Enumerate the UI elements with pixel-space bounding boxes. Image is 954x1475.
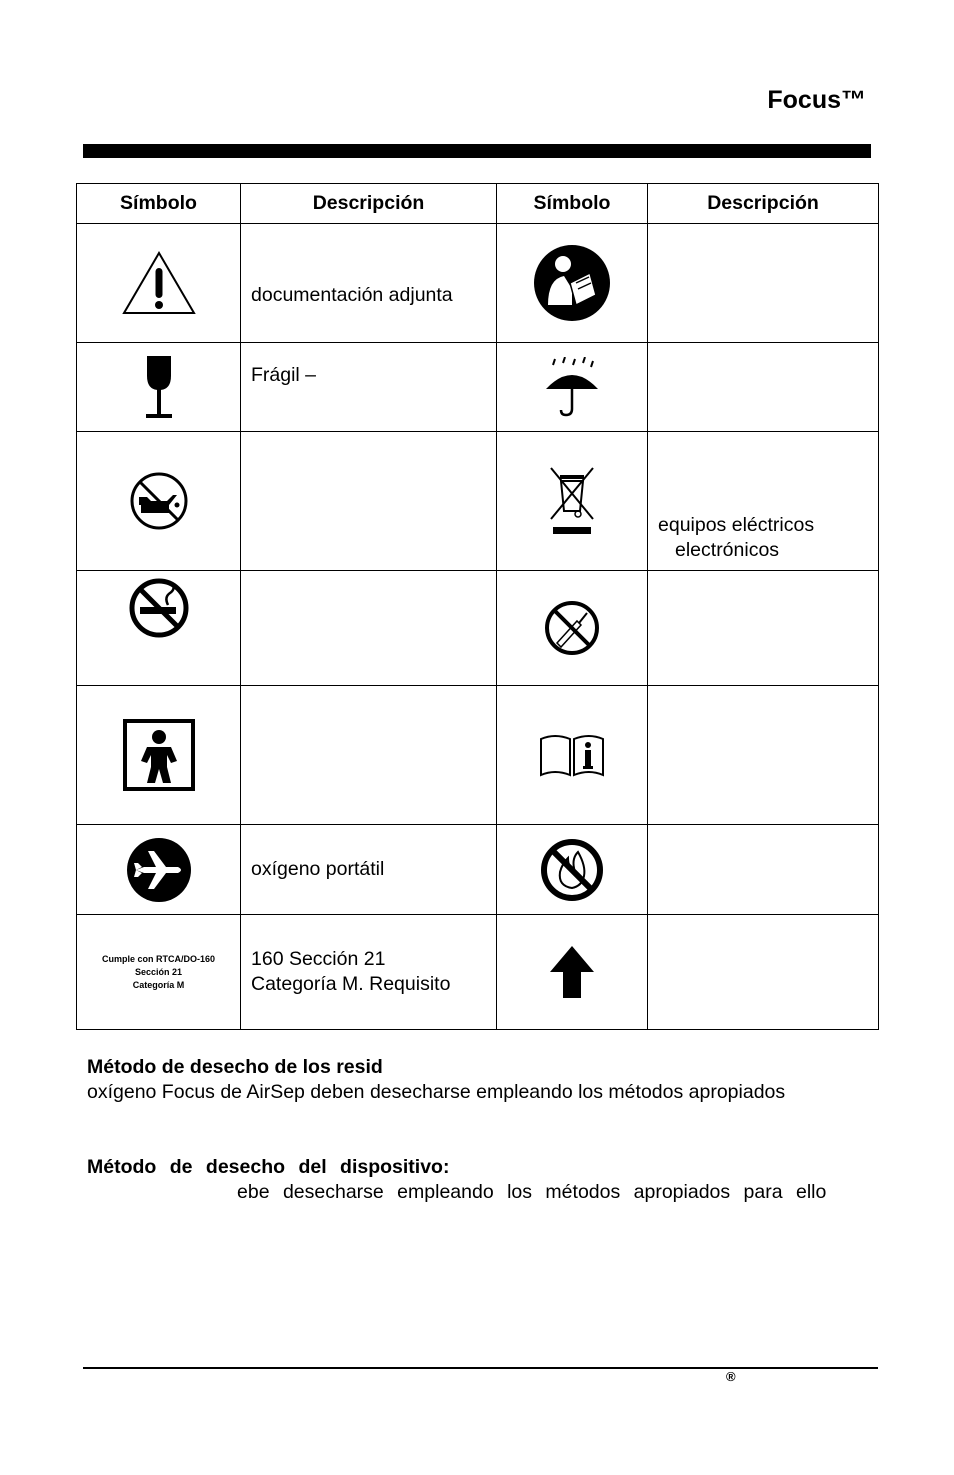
header-description-2: Descripción [648,184,879,224]
header-symbol-1: Símbolo [77,184,241,224]
bf-applied-part-icon [123,719,195,791]
table-header-row [77,184,879,224]
keep-dry-umbrella-icon [543,357,601,417]
no-open-flame-icon [540,838,604,902]
footer-rule [83,1367,878,1369]
table-row [77,571,879,686]
no-oil-icon [129,471,189,531]
warning-triangle-icon [121,250,197,316]
table-row [77,686,879,825]
table-row [77,915,879,1030]
row-6-left-desc: oxígeno portátil [251,858,385,880]
row-7-left-desc-2: Categoría M. Requisito [251,973,451,995]
fragile-glass-icon [143,354,175,420]
registered-mark: ® [726,1369,736,1384]
waste-section-text: oxígeno Focus de AirSep deben desecharse empleando los métodos apropiados [87,1081,786,1103]
symbols-table [76,183,879,1030]
table-row [77,432,879,571]
rtca-label-2: Sección 21 [134,966,183,977]
header-description-1: Descripción [241,184,497,224]
no-tools-icon [543,599,601,657]
table-row [77,343,879,432]
header-rule [83,144,871,158]
header-symbol-2: Símbolo [497,184,648,224]
row-1-left-desc: documentación adjunta [251,284,453,306]
no-smoking-icon [128,577,190,639]
device-section-title: Método de desecho del dispositivo: [87,1156,450,1178]
table-row [77,825,879,915]
brand-title: Focus™ [767,86,866,114]
row-3-right-desc-2: electrónicos [675,539,780,561]
row-2-left-desc: Frágil – [251,364,317,386]
airplane-icon [126,837,192,903]
weee-crossed-bin-icon [548,465,596,537]
device-section-text: ebe desecharse empleando los métodos apropiados para ello [237,1181,827,1203]
waste-section-title: Método de desecho de los resid [87,1056,383,1078]
row-7-left-desc-1: 160 Sección 21 [251,948,386,970]
table-row [77,224,879,343]
row-3-right-desc-1: equipos eléctricos [658,514,815,536]
rtca-label-3: Categoría M [132,979,185,990]
read-manual-icon [532,243,612,323]
info-book-icon [539,733,605,777]
rtca-label-1: Cumple con RTCA/DO-160 [101,953,215,964]
this-way-up-arrow-icon [548,944,596,1000]
